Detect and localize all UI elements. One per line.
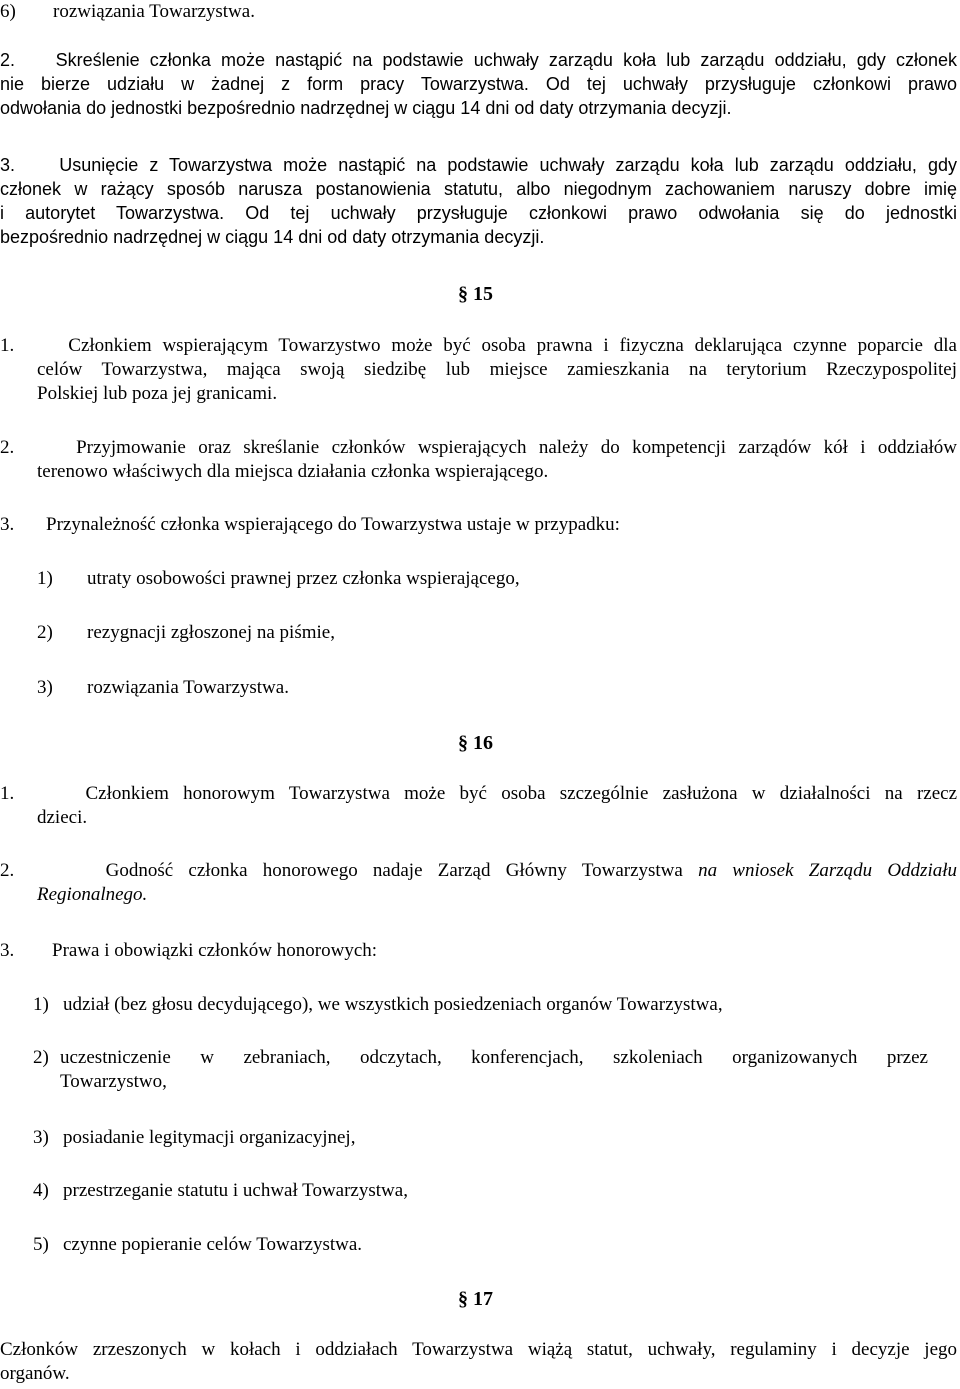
- list-item-number: 1): [37, 568, 53, 589]
- paragraph-text: Przynależność członka wspierającego do Towarzystwa ustaje w przypadku:: [46, 514, 620, 535]
- list-item-number: 4): [33, 1180, 49, 1201]
- paragraph-line: 2. Przyjmowanie oraz skreślanie członków wspierających należy do kompetencji zarządów kół i oddziałów: [0, 437, 957, 458]
- paragraph-number: 3.: [0, 155, 16, 175]
- paragraph-line: nie bierze udziału w żadnej z form pracy Towarzystwa. Od tej uchwały przysługuje członkowi prawo: [0, 74, 957, 94]
- paragraph-line: organów.: [0, 1363, 70, 1384]
- list-item-text: udział (bez głosu decydującego), we wszystkich posiedzeniach organów Towarzystwa,: [63, 994, 723, 1015]
- list-item-number: 6): [0, 1, 16, 22]
- list-item-number: 2): [33, 1047, 49, 1068]
- list-item-text: uczestniczenie w zebraniach, odczytach, konferencjach, szkoleniach organizowanych przez: [60, 1047, 928, 1068]
- paragraph-number: 1.: [0, 783, 15, 804]
- list-item-text: rozwiązania Towarzystwa.: [87, 677, 289, 698]
- section-heading-15: § 15: [458, 283, 493, 305]
- s16-paragraph-2: [0, 859, 957, 907]
- paragraph-line: 1. Członkiem wspierającym Towarzystwo może być osoba prawna i fizyczna deklarująca czynne poparcie dla: [0, 335, 957, 356]
- paragraph-line: Polskiej lub poza jej granicami.: [37, 383, 278, 404]
- italic-text: Regionalnego.: [37, 884, 148, 905]
- paragraph-text: Prawa i obowiązki członków honorowych:: [52, 940, 378, 961]
- paragraph-2-removal: [0, 48, 957, 120]
- paragraph-line: 2. Skreślenie członka może nastąpić na podstawie uchwały zarządu koła lub zarządu oddziału, gdy członek: [0, 50, 957, 70]
- paragraph-line: dzieci.: [37, 807, 88, 828]
- list-item-number: 2): [37, 622, 53, 643]
- list-item-text-continued: Towarzystwo,: [60, 1071, 167, 1092]
- paragraph-line: 1. Członkiem honorowym Towarzystwa może być osoba szczególnie zasłużona w działalności na rzecz: [0, 783, 958, 804]
- paragraph-number: 1.: [0, 335, 15, 356]
- paragraph-line: 2. Godność członka honorowego nadaje Zarząd Główny Towarzystwa na wniosek Zarządu Oddziału: [0, 860, 958, 881]
- italic-text: na wniosek Zarządu Oddziału: [698, 860, 958, 881]
- paragraph-number: 2.: [0, 50, 16, 70]
- paragraph-number: 2.: [0, 860, 15, 881]
- s17-paragraph: [0, 1338, 957, 1386]
- paragraph-line: bezpośrednio nadrzędnej w ciągu 14 dni od daty otrzymania decyzji.: [0, 227, 545, 247]
- paragraph-number: 3.: [0, 940, 15, 961]
- s16-paragraph-1: [0, 782, 957, 830]
- list-item-text: rezygnacji zgłoszonej na piśmie,: [87, 622, 335, 643]
- list-item-text: posiadanie legitymacji organizacyjnej,: [63, 1127, 356, 1148]
- paragraph-line: [0, 883, 957, 907]
- list-item-text: przestrzeganie statutu i uchwał Towarzystwa,: [63, 1180, 408, 1201]
- list-item-text: czynne popieranie celów Towarzystwa.: [63, 1234, 363, 1255]
- paragraph-line: członek w rażący sposób narusza postanowienia statutu, albo niegodnym zachowaniem naruszy dobre imię: [0, 179, 957, 199]
- list-item-number: 3): [33, 1127, 49, 1148]
- paragraph-line: i autorytet Towarzystwa. Od tej uchwały przysługuje członkowi prawo odwołania się do jednostki: [0, 203, 957, 223]
- paragraph-number: 2.: [0, 437, 15, 458]
- s15-paragraph-1: [0, 334, 957, 406]
- paragraph-line: celów Towarzystwa, mająca swoją siedzibę lub miejsce zamieszkania na terytorium Rzeczypospolitej: [37, 359, 957, 380]
- s15-paragraph-2: [0, 436, 957, 484]
- paragraph-number: 3.: [0, 514, 15, 535]
- paragraph-line: Członków zrzeszonych w kołach i oddziałach Towarzystwa wiążą statut, uchwały, regulaminy i decyzje jego: [0, 1339, 957, 1360]
- list-item-text: utraty osobowości prawnej przez członka wspierającego,: [87, 568, 520, 589]
- list-item-text: rozwiązania Towarzystwa.: [53, 1, 255, 22]
- section-heading-16: § 16: [458, 732, 493, 754]
- list-item-number: 1): [33, 994, 49, 1015]
- paragraph-line: terenowo właściwych dla miejsca działania członka wspierającego.: [37, 461, 549, 482]
- paragraph-line: 3. Usunięcie z Towarzystwa może nastąpić na podstawie uchwały zarządu koła lub zarządu oddziału, gdy: [0, 155, 957, 175]
- list-item-number: 5): [33, 1234, 49, 1255]
- paragraph-line: odwołania do jednostki bezpośrednio nadrzędnej w ciągu 14 dni od daty otrzymania decyzji.: [0, 98, 732, 118]
- list-item-number: 3): [37, 677, 53, 698]
- section-heading-17: § 17: [458, 1288, 493, 1310]
- paragraph-3-expulsion: [0, 153, 957, 249]
